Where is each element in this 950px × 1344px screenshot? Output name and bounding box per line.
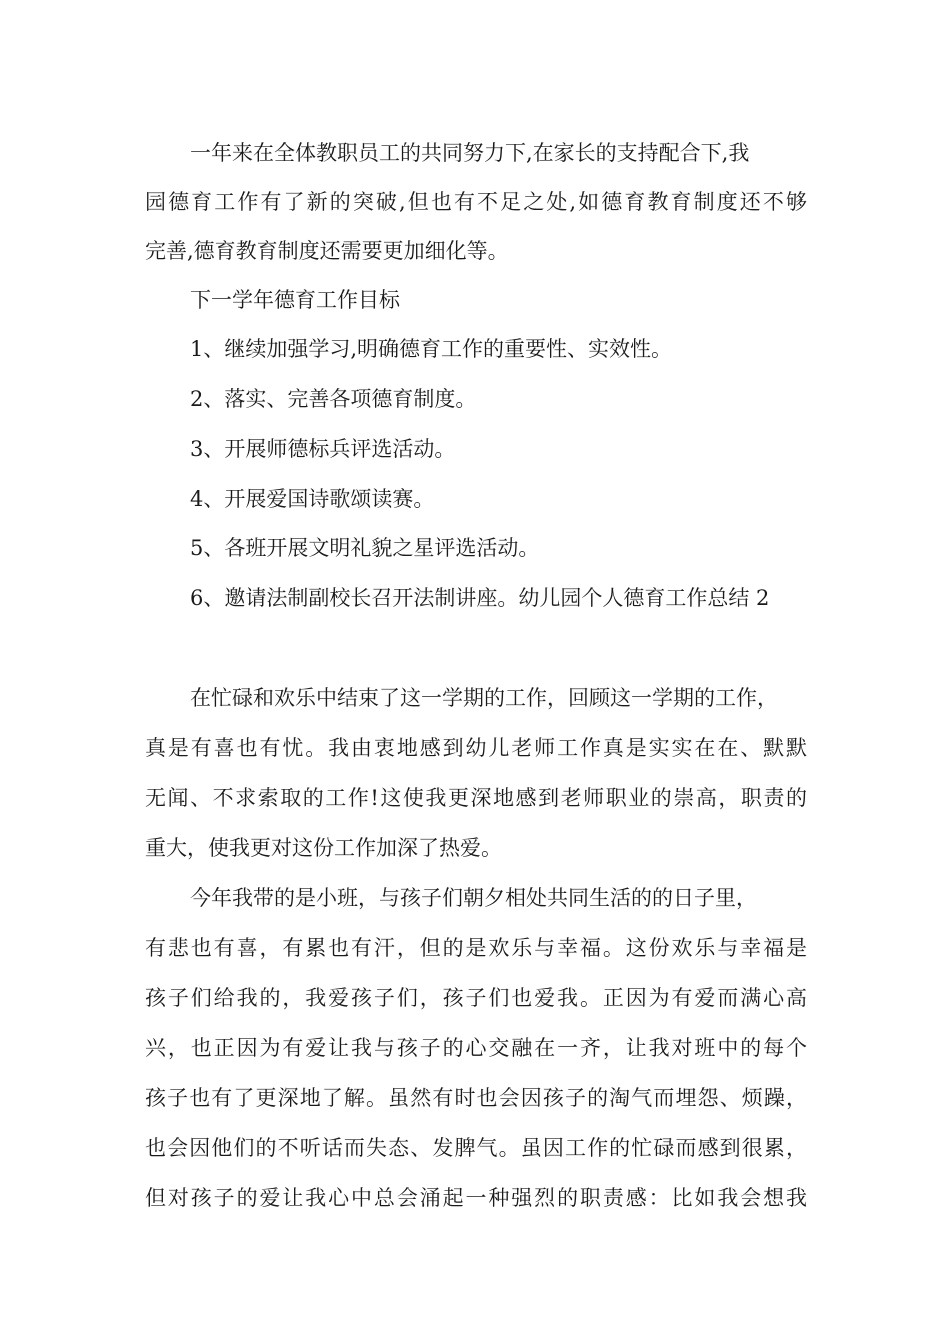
paragraph-line: 无闻、不求索取的工作!这使我更深地感到老师职业的崇高，职责的 bbox=[145, 786, 807, 810]
paragraph-line: 但对孩子的爱让我心中总会涌起一种强烈的职责感：比如我会想我 bbox=[145, 1186, 807, 1210]
paragraph-line: 重大，使我更对这份工作加深了热爱。 bbox=[145, 836, 502, 860]
paragraph-line: 今年我带的是小班，与孩子们朝夕相处共同生活的的日子里， bbox=[190, 886, 757, 910]
paragraph-line: 兴，也正因为有爱让我与孩子的心交融在一齐，让我对班中的每个 bbox=[145, 1036, 807, 1060]
list-item: 3、开展师德标兵评选活动。 bbox=[190, 437, 456, 461]
paragraph-line: 一年来在全体教职员工的共同努力下,在家长的支持配合下,我 bbox=[190, 141, 750, 165]
paragraph-line: 孩子们给我的，我爱孩子们，孩子们也爱我。正因为有爱而满心高 bbox=[145, 986, 807, 1010]
paragraph-line: 真是有喜也有忧。我由衷地感到幼儿老师工作真是实实在在、默默 bbox=[145, 736, 807, 760]
paragraph-line: 有悲也有喜，有累也有汗，但的是欢乐与幸福。这份欢乐与幸福是 bbox=[145, 936, 807, 960]
paragraph-line: 完善,德育教育制度还需要更加细化等。 bbox=[145, 239, 509, 263]
section-heading: 下一学年德育工作目标 bbox=[190, 288, 400, 312]
list-item: 2、落实、完善各项德育制度。 bbox=[190, 387, 477, 411]
list-item: 4、开展爱国诗歌颂读赛。 bbox=[190, 487, 435, 511]
list-item: 6、邀请法制副校长召开法制讲座。幼儿园个人德育工作总结 2 bbox=[190, 586, 770, 610]
list-item: 5、各班开展文明礼貌之星评选活动。 bbox=[190, 536, 540, 560]
paragraph-line: 在忙碌和欢乐中结束了这一学期的工作，回顾这一学期的工作， bbox=[190, 686, 778, 710]
list-item: 1、继续加强学习,明确德育工作的重要性、实效性。 bbox=[190, 337, 673, 361]
paragraph-line: 孩子也有了更深地了解。虽然有时也会因孩子的淘气而埋怨、烦躁， bbox=[145, 1086, 807, 1110]
paragraph-line: 也会因他们的不听话而失态、发脾气。虽因工作的忙碌而感到很累， bbox=[145, 1136, 807, 1160]
paragraph-line: 园德育工作有了新的突破,但也有不足之处,如德育教育制度还不够 bbox=[145, 190, 807, 214]
